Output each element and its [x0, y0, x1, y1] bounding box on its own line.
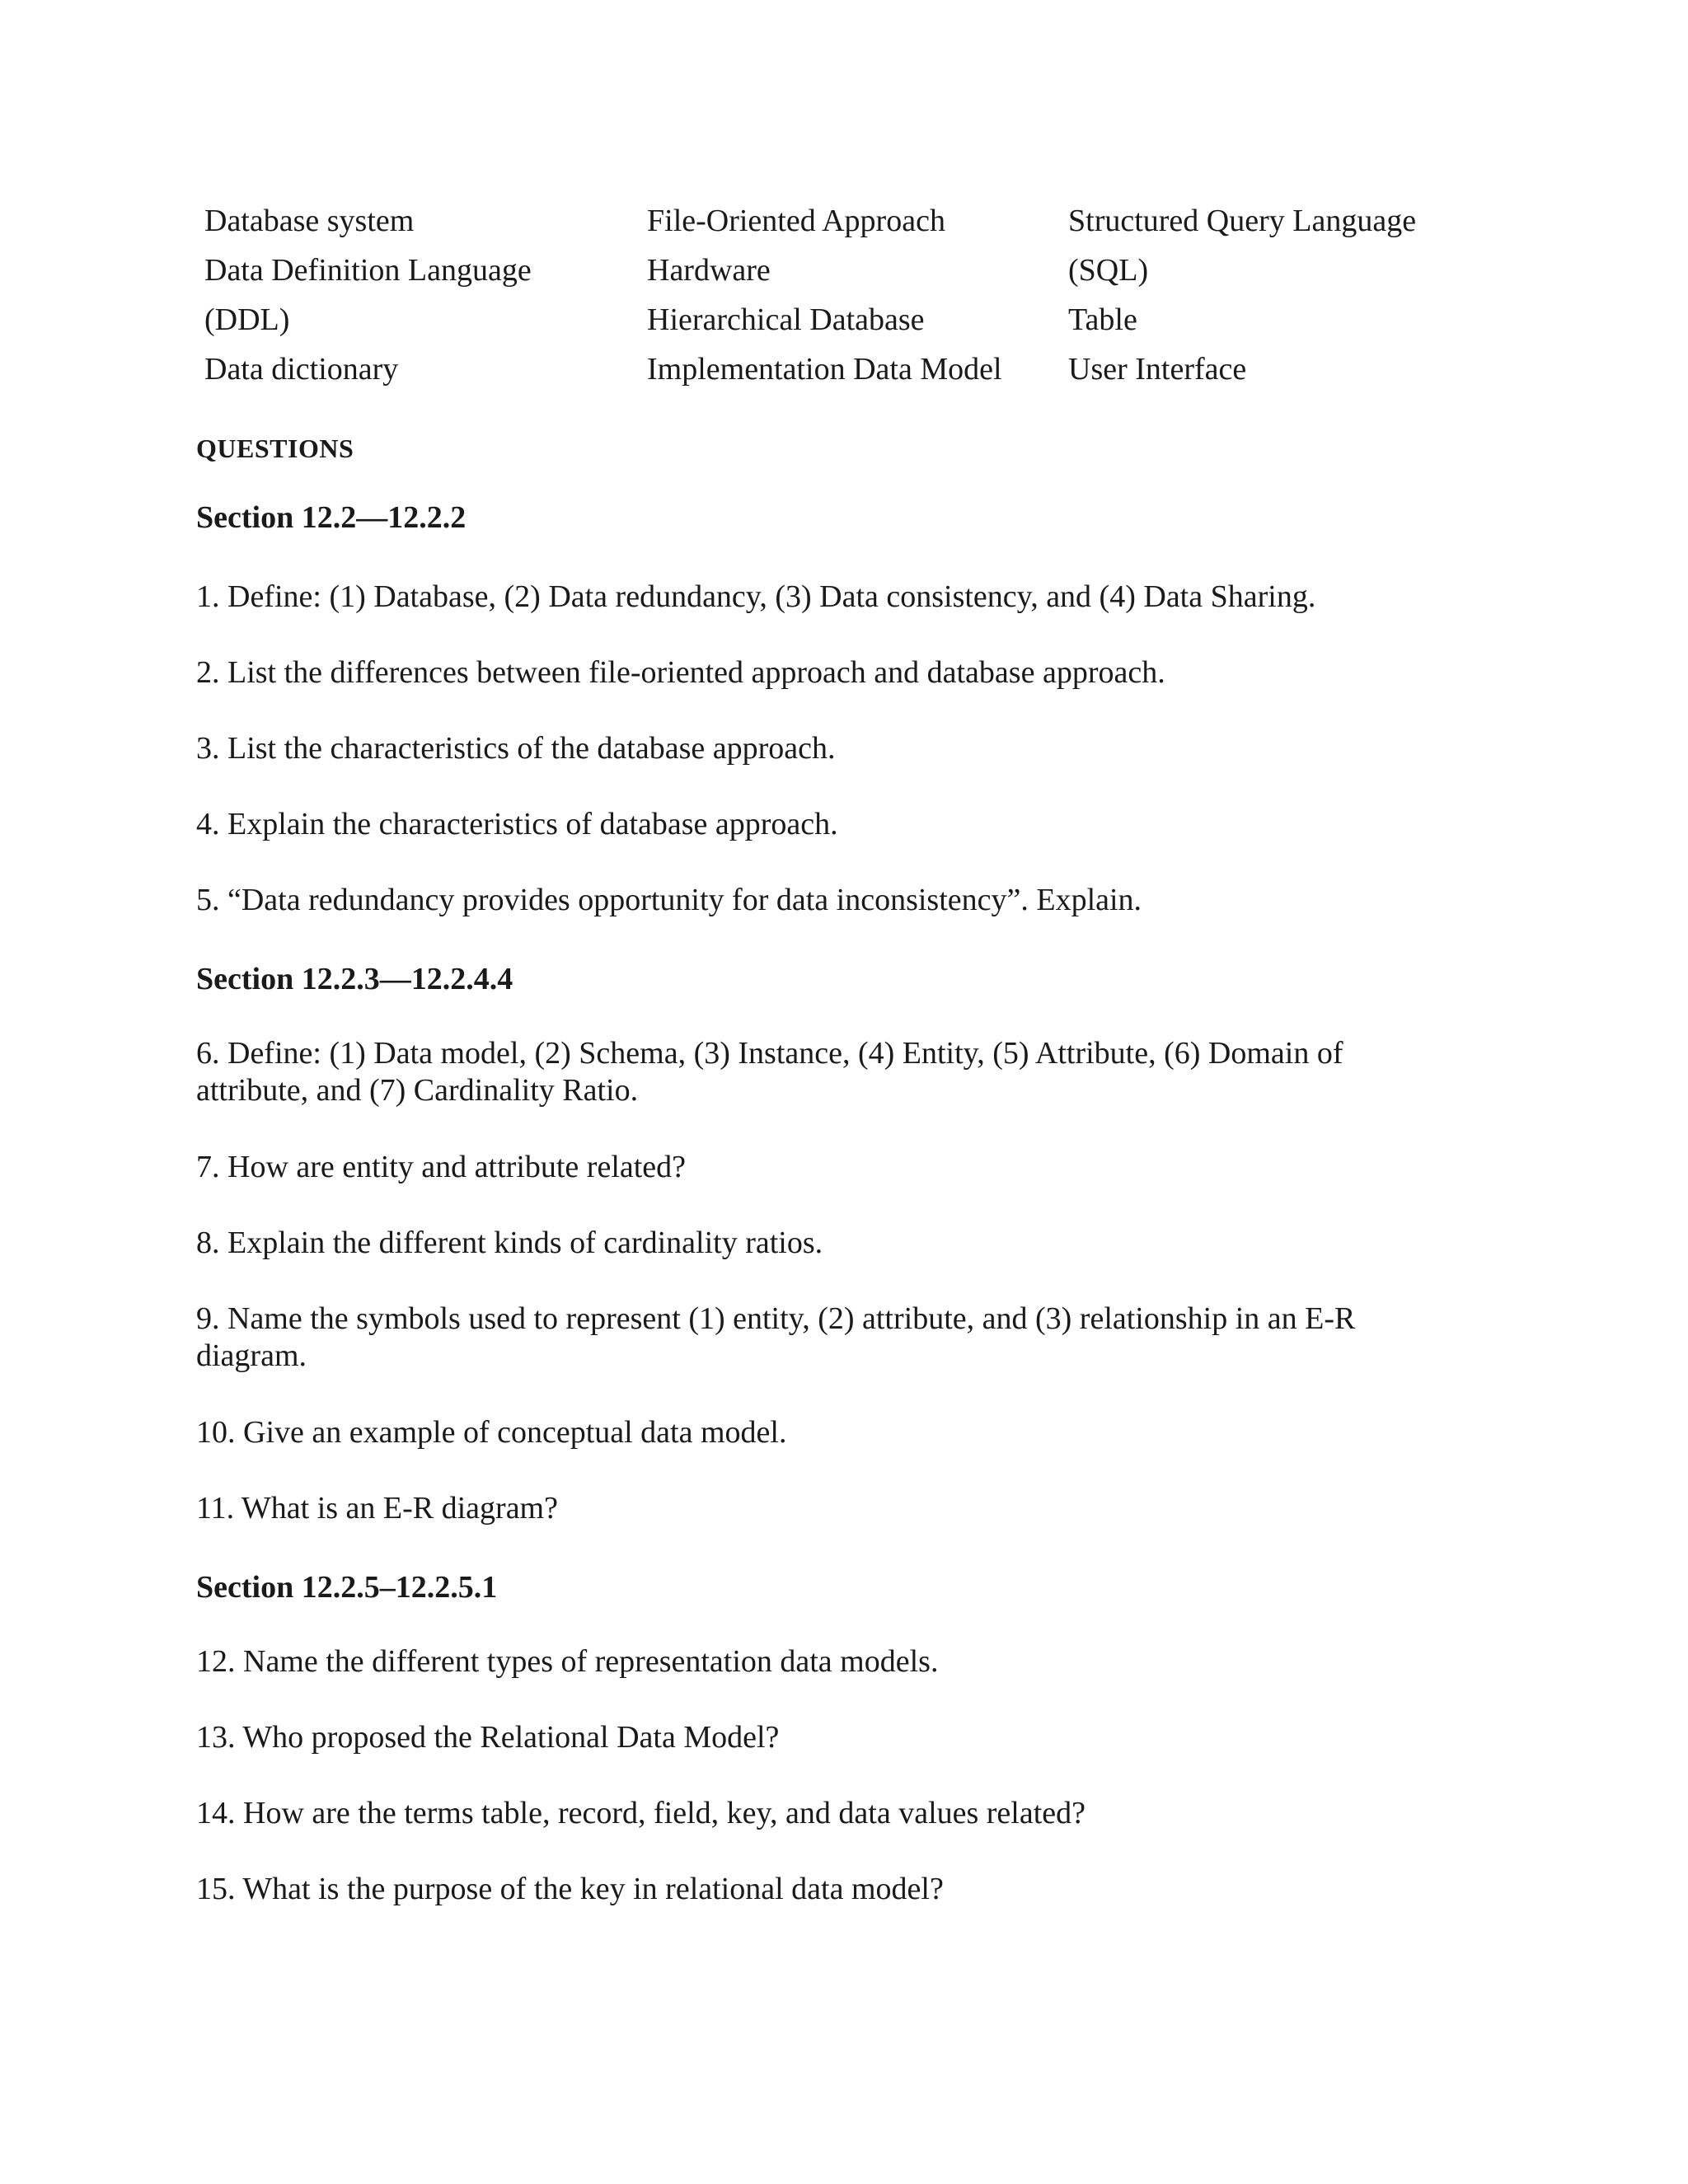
question-item: 11. What is an E-R diagram?	[196, 1491, 558, 1526]
key-term: Data dictionary	[204, 352, 399, 387]
question-item: 4. Explain the characteristics of database approach.	[196, 807, 838, 841]
question-item: 8. Explain the different kinds of cardinality ratios.	[196, 1226, 823, 1260]
question-item: 12. Name the different types of representation data models.	[196, 1644, 939, 1679]
question-item: 6. Define: (1) Data model, (2) Schema, (3) Instance, (4) Entity, (5) Attribute, (6) Domain of attribute, and (7) Cardinality Ratio.	[196, 1036, 1343, 1108]
key-term: Structured Query Language	[1068, 204, 1417, 238]
key-term: Data Definition Language	[204, 253, 532, 288]
question-item: 5. “Data redundancy provides opportunity for data inconsistency”. Explain.	[196, 883, 1142, 917]
key-term: User Interface	[1068, 352, 1247, 387]
key-term: Table	[1068, 302, 1137, 337]
key-terms-column-2	[647, 196, 1002, 394]
key-terms-column-1	[204, 196, 532, 394]
question-item: 14. How are the terms table, record, field, key, and data values related?	[196, 1796, 1086, 1830]
key-term: Database system	[204, 204, 415, 238]
question-item: 15. What is the purpose of the key in relational data model?	[196, 1872, 944, 1906]
question-item: 3. List the characteristics of the database approach.	[196, 731, 836, 766]
section-heading: Section 12.2.3—12.2.4.4	[196, 962, 513, 996]
question-item: 2. List the differences between file-oriented approach and database approach.	[196, 655, 1165, 690]
key-term: (SQL)	[1068, 253, 1149, 288]
key-term: Hierarchical Database	[647, 302, 925, 337]
key-term: File-Oriented Approach	[647, 204, 945, 238]
key-term: Implementation Data Model	[647, 352, 1002, 387]
question-item: 13. Who proposed the Relational Data Model?	[196, 1720, 780, 1755]
question-item: 9. Name the symbols used to represent (1) entity, (2) attribute, and (3) relationship in an E-R diagram.	[196, 1301, 1356, 1373]
section-heading: Section 12.2.5–12.2.5.1	[196, 1570, 498, 1605]
question-item: 7. How are entity and attribute related?	[196, 1150, 687, 1184]
key-term: (DDL)	[204, 302, 290, 337]
key-term: Hardware	[647, 253, 771, 288]
question-item: 10. Give an example of conceptual data model.	[196, 1415, 787, 1450]
question-item: 1. Define: (1) Database, (2) Data redundancy, (3) Data consistency, and (4) Data Sharing.	[196, 579, 1316, 614]
section-heading: Section 12.2—12.2.2	[196, 500, 467, 535]
key-terms-column-3	[1068, 196, 1416, 394]
questions-heading: QUESTIONS	[196, 434, 354, 463]
